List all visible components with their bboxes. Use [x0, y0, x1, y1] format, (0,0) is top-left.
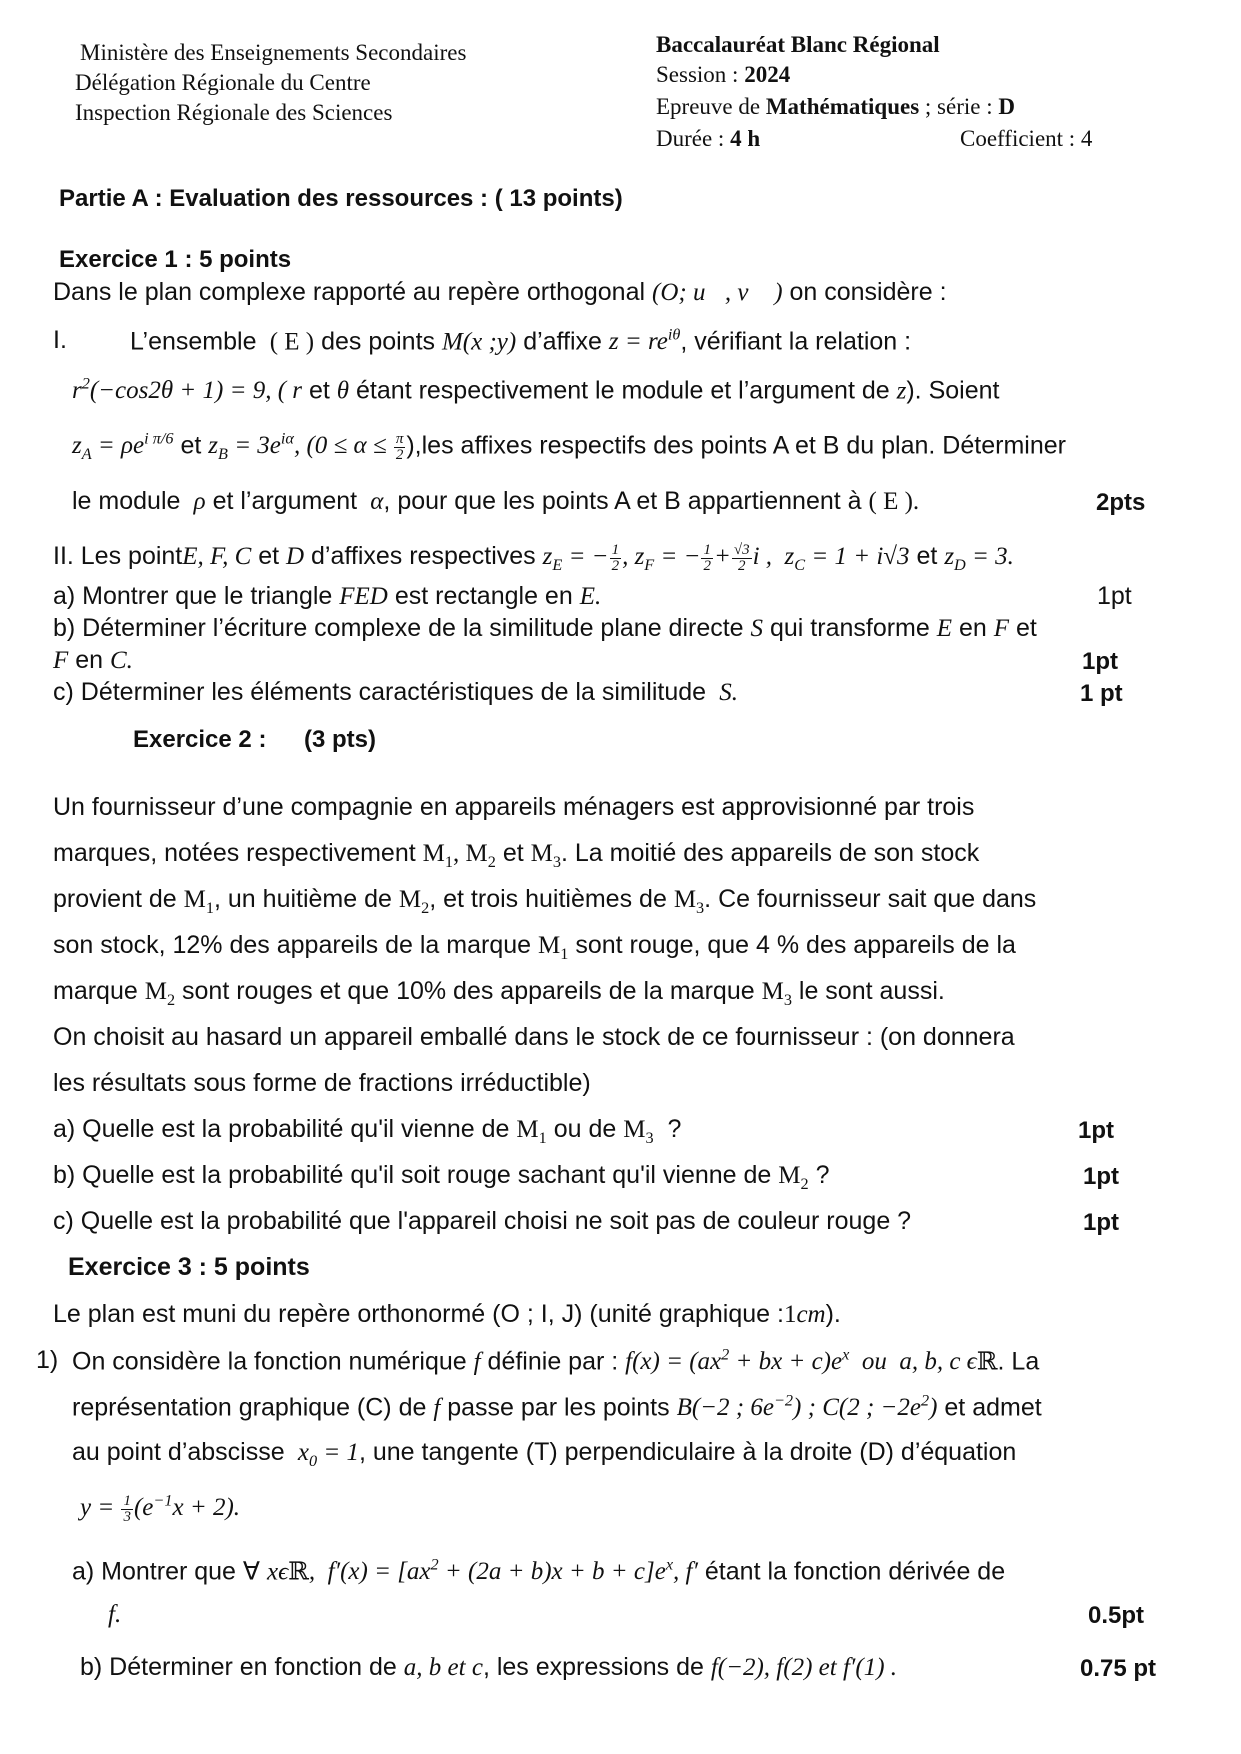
ex2-text-line1: Un fournisseur d’une compagnie en appareils ménagers est approvisionné par trois: [53, 793, 975, 821]
ex2-a-points: 1pt: [1078, 1117, 1114, 1144]
ex3-question-a-f: f.: [108, 1601, 122, 1628]
exercise-1-title: Exercice 1 : 5 points: [59, 246, 292, 273]
ex3-a-points: 0.5pt: [1088, 1602, 1145, 1629]
ex3-q1-line2: représentation graphique (C) de f passe par les points B(−2 ; $6e^{-2}$) ; C(2 ; $-2e^2$) et admet: [72, 1392, 1042, 1422]
ex3-question-a: a) Montrer que ∀ xϵℝ, $f'(x) = [ax^2 + (2a + b)x + b + c]e^x$, f′ étant la fonction dérivée de: [72, 1556, 1006, 1586]
ex2-text-line3: provient de $M_1$, un huitième de $M_2$, et trois huitièmes de $M_3$. Ce fournisseur sait que dans: [53, 885, 1037, 917]
exam-title: Baccalauréat Blanc Régional: [656, 32, 940, 57]
ex1-intro: Dans le plan complexe rapporté au repère orthogonal (O; u⃗, v⃗ ) on considère :: [53, 278, 947, 306]
exercise-2-points: (3 pts): [304, 726, 376, 753]
coefficient: Coefficient : 4: [960, 126, 1093, 151]
ex2-question-c: c) Quelle est la probabilité que l'appareil choisi ne soit pas de couleur rouge ?: [53, 1207, 912, 1235]
ex1-question-b-line2: F en C.: [53, 646, 133, 674]
ex1-part-I-line2: $r^2(-\cos 2\theta + 1) = 9$, ( r et θ étant respectivement le module et l’argument de z). Soient: [72, 375, 1000, 405]
ex1-part-I-number: I.: [53, 326, 67, 354]
ex1-part-I-line4: le module ρ et l’argument α, pour que les points A et B appartiennent à ( E ).: [72, 487, 920, 515]
ex1-part-II-line1: II. Les pointE, F, C et D d’affixes respectives $z_E$ = − $\frac{1}{2}$ , $z_F$ = − $\frac{1}{2}$ + $\frac{√3}{2}$ i , $z_C = 1 + i√3$ et $z_D = 3$.: [53, 541, 1014, 574]
ex3-q1-number: 1): [36, 1346, 59, 1374]
ex2-text-line6: On choisit au hasard un appareil emballé dans le stock de ce fournisseur : (on donnera: [53, 1023, 1015, 1051]
ex2-question-a: a) Quelle est la probabilité qu'il vienne de $M_1$ ou de $M_3$ ?: [53, 1115, 682, 1147]
ex2-text-line4: son stock, 12% des appareils de la marque $M_1$ sont rouge, que 4 % des appareils de la: [53, 931, 1016, 963]
ex3-b-points: 0.75 pt: [1080, 1655, 1157, 1682]
ex2-text-line2: marques, notées respectivement $M_1$, $M_2$ et $M_3$. La moitié des appareils de son stock: [53, 839, 980, 871]
duree-line: Durée : 4 h: [656, 126, 761, 151]
ex1-question-b-line1: b) Déterminer l’écriture complexe de la similitude plane directe S qui transforme E en F et: [53, 614, 1037, 642]
delegation-line: Délégation Régionale du Centre: [75, 70, 371, 95]
ex2-text-line5: marque $M_2$ sont rouges et que 10% des appareils de la marque $M_3$ le sont aussi.: [53, 977, 945, 1009]
ex1-question-c: c) Déterminer les éléments caractéristiques de la similitude S.: [53, 678, 738, 706]
ex3-question-b: b) Déterminer en fonction de a, b et c, les expressions de f(−2), f(2) et f′(1) .: [80, 1653, 898, 1681]
session-line: Session : 2024: [656, 62, 791, 87]
ex1-b-points: 1pt: [1082, 648, 1118, 675]
ex1-part-I-line3: $z_A = \rho e^{i \pi/6}$ et $z_B = 3e^{i\alpha}$, (0 ≤ α ≤ $\frac{\pi}{2}$ ),les affixes respectifs des points A et B du plan. Déterminer: [72, 430, 1066, 464]
ex3-q1-line1: On considère la fonction numérique f définie par : $f(x) = (ax^2$ + bx + $c)e^x$ ou a, b, c ϵℝ. La: [72, 1346, 1040, 1376]
ex1-question-a: a) Montrer que le triangle FED est rectangle en E.: [53, 582, 602, 610]
exercise-2-title: Exercice 2 :: [133, 726, 267, 753]
ex1-a-points: 1pt: [1097, 582, 1132, 610]
partie-a-title: Partie A : Evaluation des ressources : ( 13 points): [59, 185, 623, 212]
exercise-3-title: Exercice 3 : 5 points: [68, 1253, 310, 1281]
ex2-c-points: 1pt: [1083, 1209, 1119, 1236]
ex2-text-line7: les résultats sous forme de fractions irréductible): [53, 1069, 591, 1097]
ex3-q1-line3: au point d’abscisse $x_0 = 1$, une tangente (T) perpendiculaire à la droite (D) d’équation: [72, 1438, 1017, 1470]
ex1-part-I-line1: L’ensemble ( E ) des points M(x ;y) d’affixe $z = re^{i\theta}$, vérifiant la relation :: [130, 326, 912, 356]
ex1-c-points: 1 pt: [1080, 680, 1123, 707]
epreuve-line: Epreuve de Mathématiques ; série : D: [656, 94, 1015, 119]
ex3-line-equation: y = $\frac{1}{3}$ $(e^{-1}x + 2)$.: [80, 1492, 241, 1526]
inspection-line: Inspection Régionale des Sciences: [75, 100, 393, 125]
ex2-question-b: b) Quelle est la probabilité qu'il soit rouge sachant qu'il vienne de $M_2$ ?: [53, 1161, 830, 1193]
ex3-text-line1: Le plan est muni du repère orthonormé (O ; I, J) (unité graphique :1cm).: [53, 1300, 841, 1328]
ex1-I-points: 2pts: [1096, 489, 1146, 516]
ministry-line: Ministère des Enseignements Secondaires: [80, 40, 467, 65]
ex2-b-points: 1pt: [1083, 1163, 1119, 1190]
